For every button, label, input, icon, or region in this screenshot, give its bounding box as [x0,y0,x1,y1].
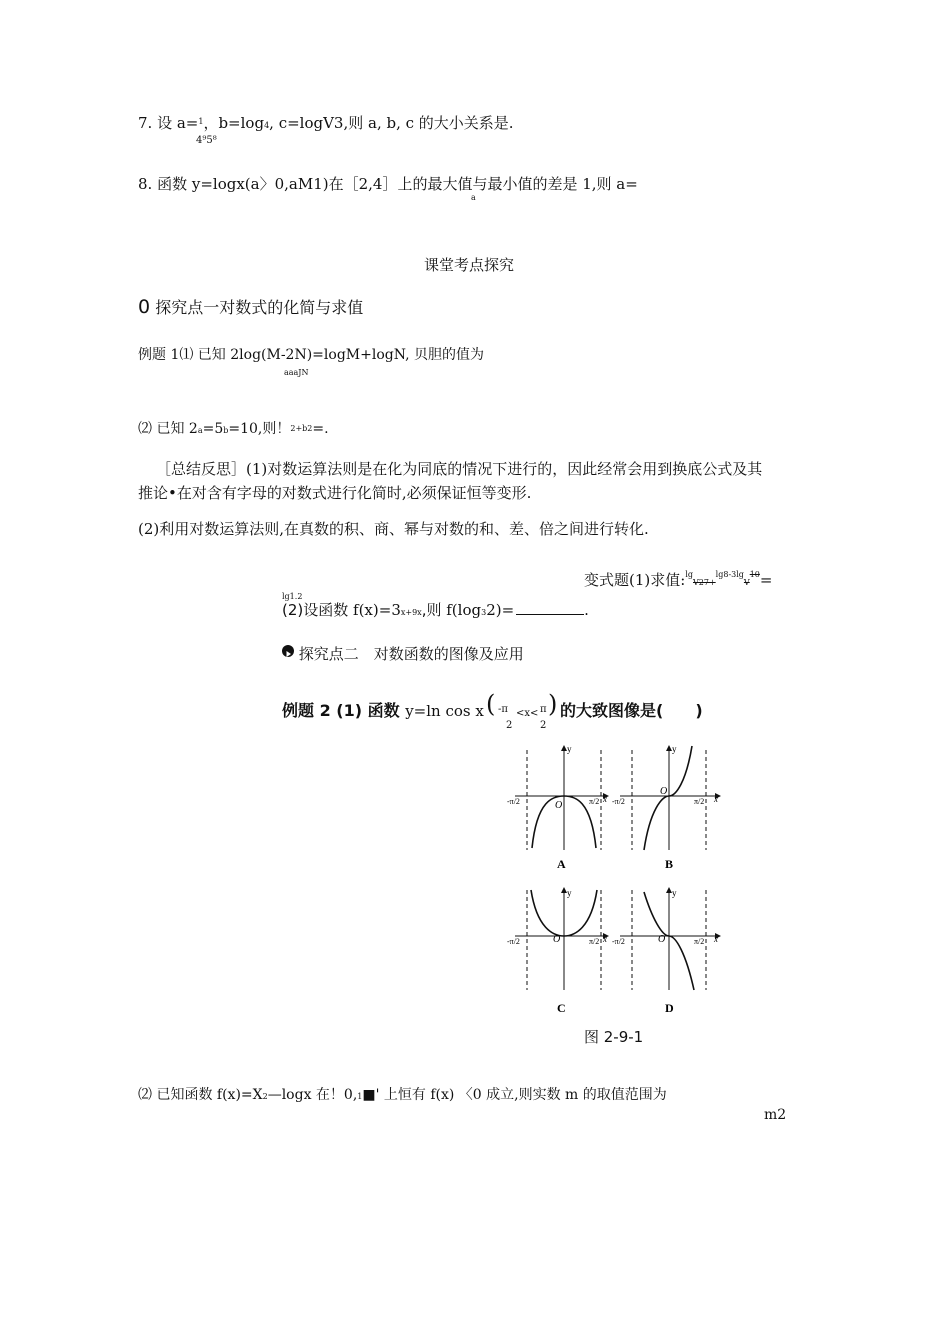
ex1-l2-b: a [197,426,203,435]
play-circle-icon [282,645,294,657]
graph-b-neg: -π/2 [612,797,625,806]
ex2b-sub: 2 [262,1092,268,1101]
section-title: 课堂考点探究 [424,256,515,274]
question-7 [138,114,514,132]
example1-under: aaaJN [284,368,309,377]
graph-label-d: D [665,1001,674,1015]
graph-label-c: C [557,1001,566,1015]
variant-q2 [282,600,589,619]
ex1-l2-a: ⑵ 已知 2 [138,421,198,437]
graph-label-a: A [557,857,566,871]
graph-a-pos: π/2 [589,797,600,806]
graph-a-origin: O [555,800,563,811]
q7-under: 4⁹5⁸ [196,135,217,146]
variant-expr-4: V [743,578,750,587]
graph-c-y: y [567,888,572,898]
question-8: 8. 函数 y=logx(a〉0,aM1)在［2,4］上的最大值与最小值的差是 1,则 a= [138,175,638,193]
variant-label: 变式题(1)求值: [584,571,686,589]
variant-expr-1: lg [685,570,693,579]
answer-blank [516,600,584,615]
ex2b-text2: —logx 在！0, [267,1087,358,1103]
q7-sup: 1 [198,117,204,126]
example1-line1: 例题 1⑴ 已知 2log(M-2N)=logM+logN, 贝胆的值为 [138,347,484,363]
graph-d-x: x [714,934,718,944]
variant-q2-g: 3 [481,608,487,617]
ex2-paren-left: ( [486,690,496,718]
q7-sub: 4 [264,121,270,130]
variant-q2-c: x+9 [400,608,418,617]
graph-c-pos: π/2 [589,937,600,946]
example2b-line [138,1086,667,1104]
graph-c-neg: -π/2 [507,937,520,946]
ex2-frac1: -π [498,704,508,715]
variant-q2-a: (2)设函数 [282,601,349,619]
variant-q2-end: . [584,601,589,619]
variant-expr-3: lg8-3lg [715,570,744,579]
graph-d-pos: π/2 [694,937,705,946]
graphs-figure [505,740,735,1030]
q7-text-end: , c=logV3,则 a, b, c 的大小关系是. [269,114,514,132]
ex1-l2-f: 2+b2 [290,424,313,433]
point1-heading [138,296,363,319]
variant-q2-f: f(log [446,601,482,619]
ex1-l2-g: =. [312,421,329,437]
summary-line2: 推论•在对含有字母的对数式进行化简时,必须保证恒等变形. [138,484,532,502]
graph-d-origin: O [658,934,666,945]
ex2-frac2-den: 2 [540,720,547,731]
graph-a-y: y [567,744,572,754]
ex2b-text3: ■' 上恒有 f(x) 〈0 成立,则实数 m 的取值范围为 [362,1087,667,1103]
figure-caption: 图 2-9-1 [584,1028,644,1046]
graph-d-y: y [672,888,677,898]
graph-a-neg: -π/2 [507,797,520,806]
q8-under: a [471,193,476,202]
ex1-l2-d: b [223,426,229,435]
ex2b-text: ⑵ 已知函数 f(x)=X [138,1087,263,1103]
point2-title: 探究点二 对数函数的图像及应用 [298,645,524,663]
graph-c-origin: O [553,934,561,945]
ex2-suffix: 的大致图像是( ) [560,701,703,720]
q7-text-mid: ，b=log [203,114,265,132]
graph-c-x: x [603,934,607,944]
graph-b-y: y [672,744,677,754]
point1-marker: 0 [138,296,151,318]
graph-panel-b [612,744,720,871]
graph-b-pos: π/2 [694,797,705,806]
variant-end: = [759,571,773,589]
ex2b-sup: 1 [357,1092,363,1101]
variant-q2-h: 2)= [486,601,515,619]
graph-a-x: x [603,794,607,804]
variant-q2-d: x [417,608,422,617]
variant-expr-5: 10 [749,570,760,579]
variant-q2-e: ,则 [421,601,442,619]
example1-line2 [138,420,329,438]
graph-label-b: B [665,857,674,871]
graph-panel-c [507,888,608,1015]
ex2-frac2: π [540,704,547,715]
graph-d-neg: -π/2 [612,937,625,946]
graph-panel-d [612,888,720,1015]
summary-line1: ［总结反思］(1)对数运算法则是在化为同底的情况下进行的，因此经常会用到换底公式及其 [156,460,763,478]
variant-lg12: lg1.2 [282,592,303,601]
ex2-paren-right: ) [548,690,558,718]
graph-b-origin: O [660,786,668,797]
variant-q2-b: f(x)=3 [353,601,401,619]
ex2-prefix: 例题 2 (1) 函数 [282,701,400,720]
ex2-frac1-den: 2 [506,720,513,731]
point2-heading [282,644,524,664]
ex1-l2-c: =5 [202,421,224,437]
graph-panel-a [507,744,608,871]
ex2-func: y=ln cos x [405,702,484,720]
point1-title: 探究点一对数式的化简与求值 [155,298,364,317]
variant-line [584,570,772,589]
variant-expr-2: V27+ [693,578,716,587]
ex2-lt: <x< [516,708,539,719]
example2-line [282,700,484,722]
ex1-l2-e: =10,则！ [228,421,291,437]
example2b-under: m2 [764,1107,787,1123]
graph-b-x: x [714,794,718,804]
summary-line3: (2)利用对数运算法则,在真数的积、商、幂与对数的和、差、倍之间进行转化. [138,520,649,538]
q7-text: 7. 设 a= [138,114,199,132]
